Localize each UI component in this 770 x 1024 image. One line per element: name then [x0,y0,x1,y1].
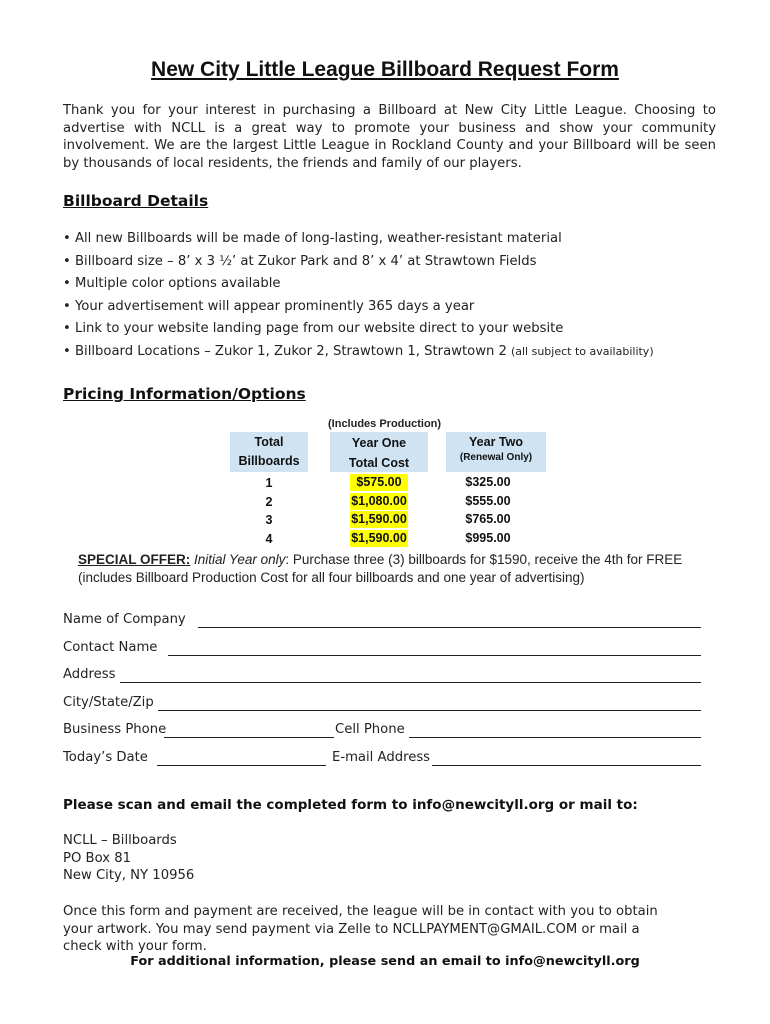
pricing-heading: Pricing Information/Options [63,385,306,403]
mailing-address: NCLL – Billboards PO Box 81 New City, NY 10956 [63,833,195,883]
email-field[interactable]: E-mail Address [332,750,703,770]
list-item: • Multiple color options available [63,276,281,292]
table-row: 4 $1,590.00 $995.00 [230,530,550,549]
table-row: 1 $575.00 $325.00 [230,474,550,493]
table-row: 3 $1,590.00 $765.00 [230,511,550,530]
cell-phone-field[interactable]: Cell Phone [335,722,703,742]
email-line[interactable] [432,765,701,766]
header-total-billboards: Total Billboards [230,432,308,472]
company-line[interactable] [198,627,701,628]
contact-name-field[interactable]: Contact Name [63,640,703,660]
details-list [63,230,723,366]
address-field[interactable]: Address [63,667,703,687]
list-item: • Billboard size – 8’ x 3 ½’ at Zukor Park and 8’ x 4’ at Strawtown Fields [63,253,537,269]
special-offer: SPECIAL OFFER: Initial Year only: Purchase three (3) billboards for $1590, receive the 4th for FREE (includes Billboard Production Cost for all four billboards and one year of advertising) [78,552,683,585]
address-line[interactable] [120,682,701,683]
page-title: New City Little League Billboard Request Form [151,58,619,81]
list-item: • Link to your website landing page from our website direct to your website [63,321,564,337]
business-phone-field[interactable]: Business Phone [63,722,335,742]
cell-phone-line[interactable] [409,737,701,738]
closing-paragraph: Once this form and payment are received, the league will be in contact with you to obtain your artwork. You may send payment via Zelle to NCLLPAYMENT@GMAIL.COM or mail a check with your form. [63,904,658,954]
year-one-price: $575.00 [350,474,408,491]
submission-instructions: Please scan and email the completed form to info@newcityll.org or mail to: [63,797,638,813]
availability-note: (all subject to availability) [510,344,654,358]
year-two-price: $765.00 [465,512,511,526]
company-field[interactable]: Name of Company [63,612,703,632]
date-field[interactable]: Today’s Date [63,750,327,770]
list-item: • Billboard Locations – Zukor 1, Zukor 2, Strawtown 1, Strawtown 2 (all subject to availability) [63,343,654,359]
year-one-price: $1,590.00 [351,512,407,526]
year-two-price: $995.00 [465,530,511,545]
intro-paragraph: Thank you for your interest in purchasing a Billboard at New City Little League. Choosing to advertise with NCLL is a great way to promote your business and show your community involvement. We are the largest Little League in Rockland County and your Billboard will be seen by thousands of local residents, the friends and family of our players. [63,103,716,171]
year-two-price: $555.00 [465,493,511,508]
footer-contact: For additional information, please send an email to info@newcityll.org [130,954,640,969]
includes-production-note: (Includes Production) [328,418,442,430]
business-phone-line[interactable] [164,737,334,738]
year-one-price: $1,590.00 [351,530,407,545]
header-year-two: Year Two (Renewal Only) [446,432,546,472]
list-item: • All new Billboards will be made of long-lasting, weather-resistant material [63,231,562,246]
city-state-zip-field[interactable]: City/State/Zip [63,695,703,715]
date-line[interactable] [157,765,326,766]
billboard-details-heading: Billboard Details [63,192,209,210]
city-state-zip-line[interactable] [158,710,701,711]
year-two-price: $325.00 [465,475,511,489]
table-row: 2 $1,080.00 $555.00 [230,493,550,512]
contact-name-line[interactable] [168,655,701,656]
pricing-table [230,418,550,548]
year-one-price: $1,080.00 [351,493,407,508]
list-item: • Your advertisement will appear prominently 365 days a year [63,298,475,314]
header-year-one: Year One Total Cost [330,432,428,472]
